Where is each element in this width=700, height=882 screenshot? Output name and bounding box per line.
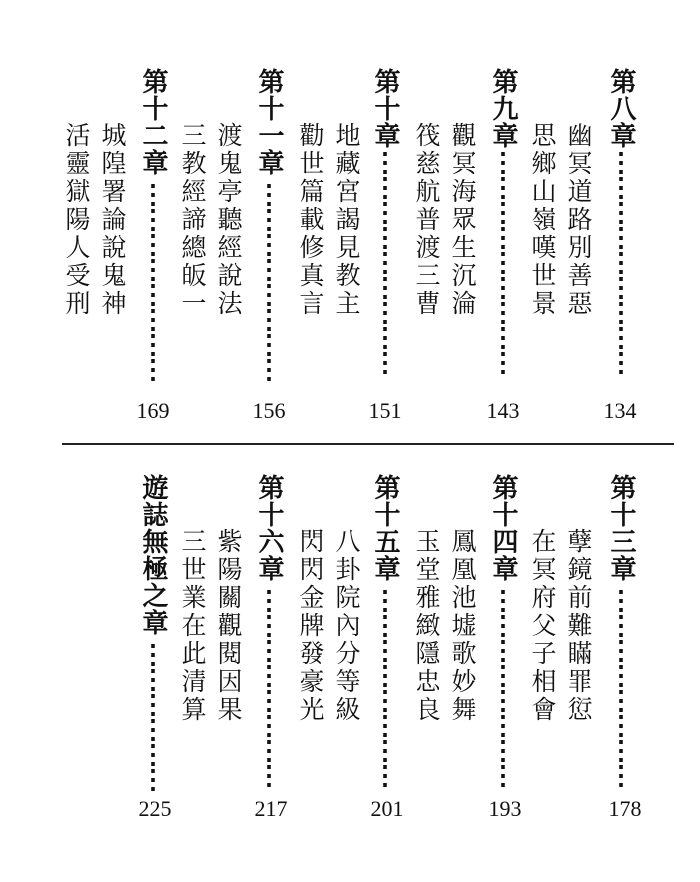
chapter-heading: 第十二章 xyxy=(138,68,168,176)
chapter-heading: 第十三章 xyxy=(606,474,636,582)
section-title: 地藏宮謁見教主 xyxy=(332,122,361,318)
chapter-heading: 第十章 xyxy=(370,68,400,149)
section-title: 孽鏡前難瞞罪愆 xyxy=(564,528,593,724)
page-number: 156 xyxy=(252,398,286,423)
chapter-heading: 遊誌無極之章 xyxy=(138,474,168,636)
section-title: 三教經諦總皈一 xyxy=(178,122,207,318)
leader-dots: ⋮⋮⋮⋮⋮⋮⋮⋮ xyxy=(138,180,168,380)
page-number: 143 xyxy=(486,398,520,423)
chapter-heading: 第十四章 xyxy=(488,474,518,582)
section-title: 閃閃金牌發豪光 xyxy=(296,528,325,724)
section-title: 八卦院內分等級 xyxy=(332,528,361,724)
leader-dots: ⋮⋮⋮⋮⋮⋮⋮⋮⋮ xyxy=(488,148,518,373)
section-title: 渡鬼亭聽經說法 xyxy=(214,122,243,318)
page-number: 151 xyxy=(368,398,402,423)
chapter-heading: 第十六章 xyxy=(254,474,284,582)
chapter-heading: 第八章 xyxy=(606,68,636,149)
leader-dots: ⋮⋮⋮⋮⋮⋮⋮⋮ xyxy=(254,586,284,786)
page-number: 201 xyxy=(370,796,404,821)
section-title: 筏慈航普渡三曹 xyxy=(412,122,441,318)
chapter-heading: 第十一章 xyxy=(254,68,284,176)
leader-dots: ⋮⋮⋮⋮⋮⋮⋮⋮⋮ xyxy=(606,148,636,373)
page-number: 217 xyxy=(254,796,288,821)
section-title: 觀冥海眾生沉淪 xyxy=(448,122,477,318)
leader-dots: ⋮⋮⋮⋮⋮⋮ xyxy=(138,640,168,790)
section-title: 在冥府父子相會 xyxy=(528,528,557,724)
section-title: 幽冥道路別善惡 xyxy=(564,122,593,318)
page-number: 178 xyxy=(608,796,642,821)
section-title: 三世業在此清算 xyxy=(178,528,207,724)
section-title: 鳳凰池墟歌妙舞 xyxy=(448,528,477,724)
page-number: 134 xyxy=(603,398,637,423)
section-divider xyxy=(62,443,674,445)
section-title: 勸世篇載修真言 xyxy=(296,122,325,318)
page-number: 169 xyxy=(136,398,170,423)
section-title: 思鄉山嶺嘆世景 xyxy=(528,122,557,318)
leader-dots: ⋮⋮⋮⋮⋮⋮⋮⋮⋮ xyxy=(370,148,400,373)
section-title: 紫陽關觀閱因果 xyxy=(214,528,243,724)
section-title: 城隍署論說鬼神 xyxy=(98,122,127,318)
leader-dots: ⋮⋮⋮⋮⋮⋮⋮⋮ xyxy=(606,586,636,786)
leader-dots: ⋮⋮⋮⋮⋮⋮⋮⋮ xyxy=(254,180,284,380)
chapter-heading: 第十五章 xyxy=(370,474,400,582)
leader-dots: ⋮⋮⋮⋮⋮⋮⋮⋮ xyxy=(488,586,518,786)
page-number: 225 xyxy=(138,796,172,821)
page-number: 193 xyxy=(488,796,522,821)
chapter-heading: 第九章 xyxy=(488,68,518,149)
section-title: 玉堂雅緻隱忠良 xyxy=(412,528,441,724)
leader-dots: ⋮⋮⋮⋮⋮⋮⋮⋮ xyxy=(370,586,400,786)
section-title: 活靈獄陽人受刑 xyxy=(62,122,91,318)
